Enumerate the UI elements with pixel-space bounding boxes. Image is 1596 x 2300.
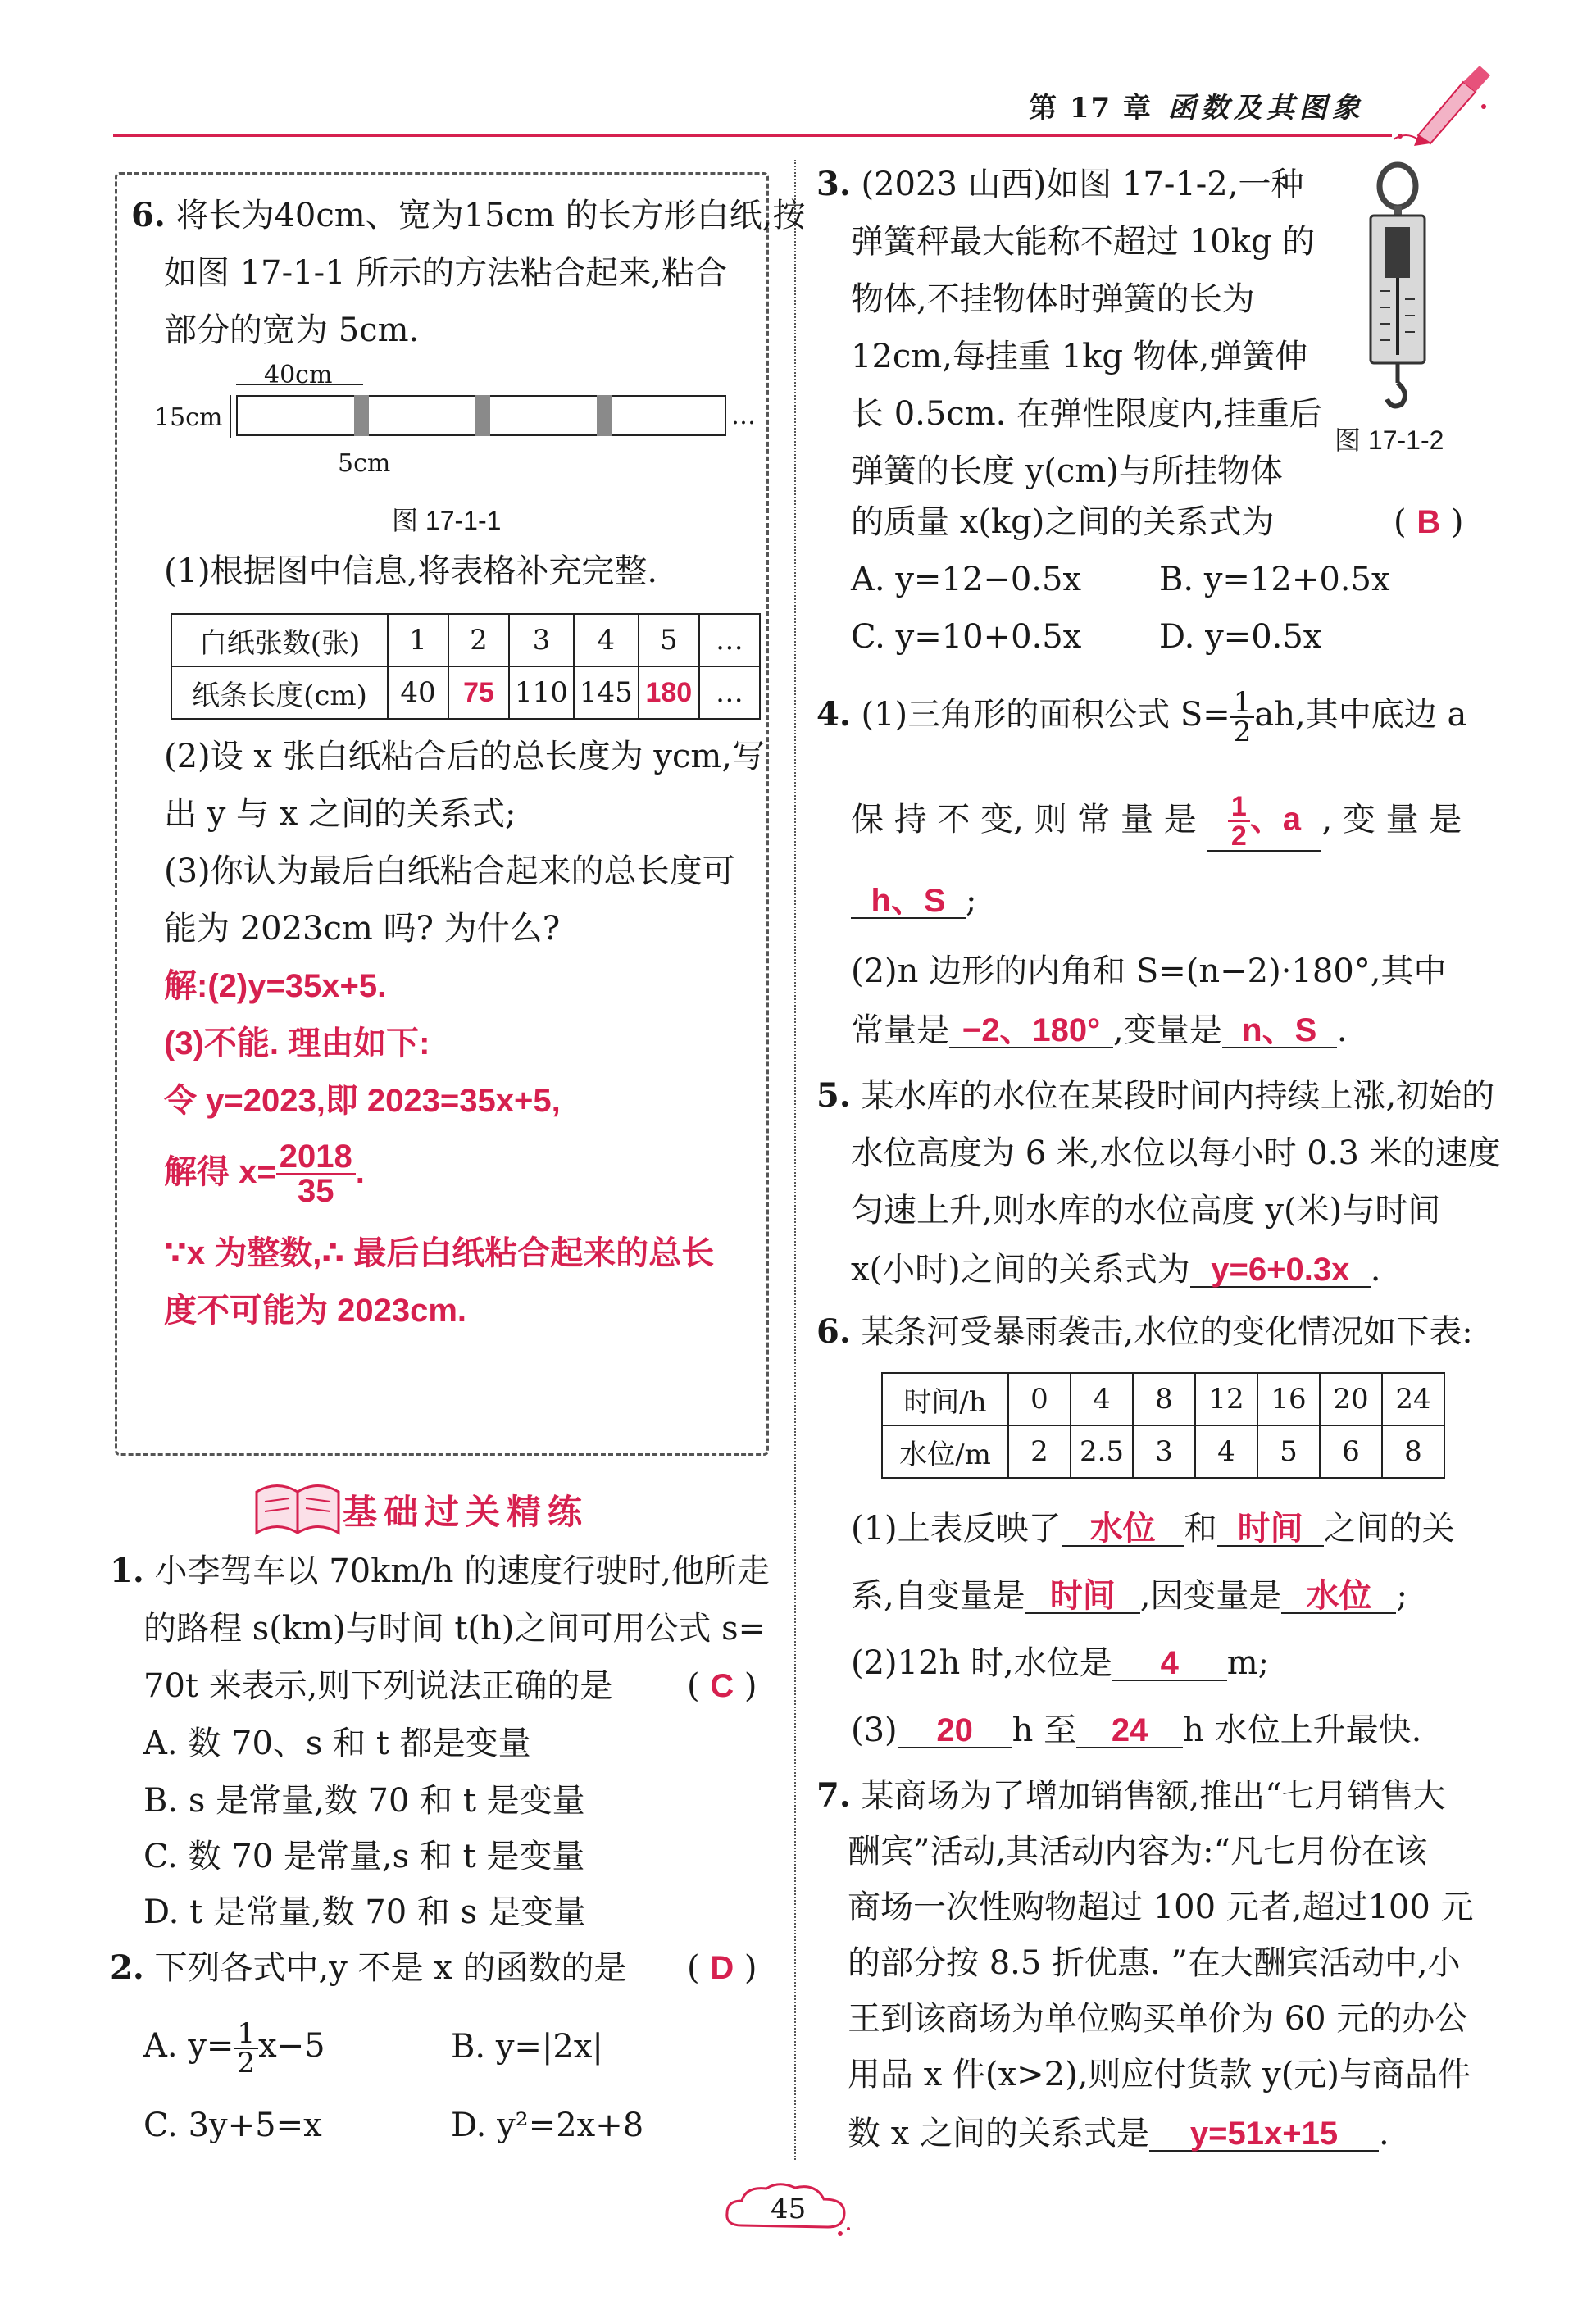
answer-blank: y=6+0.3x	[1190, 1253, 1371, 1288]
answer-blank: 4	[1112, 1647, 1227, 1681]
option-d: D. t 是常量,数 70 和 s 是变量	[143, 1893, 586, 1931]
fraction	[234, 2017, 258, 2080]
right-q6-sub2	[851, 1567, 1407, 1625]
answer-line-fraction	[164, 1131, 365, 1213]
option-text: A. y=	[143, 2027, 234, 2065]
question-text: .	[1379, 2115, 1389, 2152]
left-q2-line1	[110, 1939, 627, 1997]
table-cell: 4	[1195, 1425, 1257, 1478]
table-row	[882, 1425, 1444, 1478]
figure-caption: 图 17-1-1	[392, 506, 502, 535]
table-cell: 2	[1008, 1425, 1071, 1478]
right-q4-line3	[851, 872, 976, 930]
right-q7-line7	[848, 2105, 1389, 2162]
table-cell-answer: 180	[639, 666, 699, 719]
question-text: m;	[1226, 1644, 1270, 1682]
question-text: 保 持 不 变, 则 常 量 是	[851, 801, 1197, 839]
question-text: ,因变量是	[1139, 1577, 1282, 1615]
option-b: B. y=|2x|	[451, 2028, 603, 2066]
table-cell: 0	[1008, 1373, 1071, 1425]
right-q6-sub1	[851, 1500, 1455, 1557]
right-q4-line5	[851, 1002, 1347, 1059]
table-cell-answer: 75	[448, 666, 509, 719]
answer-blank: h、S	[851, 884, 966, 919]
table-cell: …	[699, 614, 760, 666]
question-text: (3)	[851, 1711, 898, 1749]
question-text: 之间的关	[1323, 1510, 1455, 1548]
right-q7-line3: 商场一次性购物超过 100 元者,超过100 元	[848, 1889, 1474, 1926]
fig-label-40cm: 40cm	[264, 361, 333, 389]
header-title: 函数及其图象	[1168, 92, 1365, 125]
section-title: 基础过关精练	[343, 1492, 589, 1532]
header-chapter: 第 17 章	[1029, 92, 1153, 125]
denominator: 2	[1230, 820, 1247, 852]
question-number: 3.	[816, 165, 851, 203]
right-q3-line4: 12cm,每挂重 1kg 物体,弹簧伸	[851, 338, 1308, 375]
right-q7-line2: 酬宾”活动,其活动内容为:“凡七月份在该	[848, 1833, 1428, 1870]
table-cell: 4	[574, 614, 639, 666]
option-b: B. s 是常量,数 70 和 t 是变量	[143, 1782, 585, 1820]
answer-line: 度不可能为 2023cm.	[164, 1293, 467, 1329]
left-q1-answer: ( C )	[687, 1667, 757, 1705]
header-line	[113, 134, 1392, 137]
answer-line: (3)不能. 理由如下:	[164, 1025, 430, 1061]
left-q1-line3: 70t 来表示,则下列说法正确的是	[143, 1667, 613, 1705]
option-a	[143, 2005, 325, 2087]
table-cell: 时间/h	[882, 1373, 1008, 1425]
question-text: ,变量是	[1113, 1011, 1222, 1049]
right-q3-line2: 弹簧秤最大能称不超过 10kg 的	[851, 223, 1316, 261]
table-cell: …	[699, 666, 760, 719]
question-text: (2023 山西)如图 17-1-2,一种	[861, 166, 1304, 203]
question-number: 5.	[816, 1076, 851, 1115]
table-cell: 5	[639, 614, 699, 666]
question-text: 常量是	[851, 1011, 949, 1049]
option-c: C. y=10+0.5x	[851, 618, 1082, 656]
answer-blank: n、S	[1222, 1014, 1337, 1048]
denominator: 35	[297, 1173, 334, 1210]
question-number: 6.	[816, 1312, 851, 1351]
answer-line: 解:(2)y=35x+5.	[164, 968, 387, 1004]
fig-label-15cm: 15cm	[154, 403, 223, 432]
answer-choice: C	[710, 1668, 734, 1704]
question-text: (2)12h 时,水位是	[851, 1644, 1112, 1682]
left-q6-sub3a: (3)你认为最后白纸粘合起来的总长度可	[164, 852, 735, 890]
fig-dimension-arrow-15	[230, 395, 231, 438]
option-a: A. 数 70、s 和 t 都是变量	[143, 1725, 531, 1762]
left-q6-sub2a: (2)设 x 张白纸粘合后的总长度为 ycm,写	[164, 738, 766, 775]
question-text: 数 x 之间的关系式是	[848, 2115, 1149, 2152]
answer-choice: D	[710, 1950, 734, 1986]
fraction	[276, 1139, 356, 1210]
question-number: 2.	[110, 1948, 144, 1987]
header	[0, 0, 1596, 148]
option-b: B. y=12+0.5x	[1159, 561, 1390, 598]
answer-blank: 时间	[1217, 1512, 1324, 1547]
right-q3-line5: 长 0.5cm. 在弹性限度内,挂重后	[851, 395, 1322, 433]
answer-blank: 水位	[1062, 1512, 1184, 1547]
question-text: ;	[1396, 1577, 1407, 1615]
table-cell: 水位/m	[882, 1425, 1008, 1478]
table-cell: 8	[1382, 1425, 1444, 1478]
figure-17-1-1	[148, 361, 771, 508]
answer-line: ∵x 为整数,∴ 最后白纸粘合起来的总长	[164, 1235, 715, 1271]
question-text: , 变 量 是	[1321, 801, 1462, 839]
fig-dots: …	[731, 402, 756, 430]
question-text: (1)上表反映了	[851, 1510, 1062, 1548]
water-level-table	[881, 1372, 1445, 1479]
option-text: x−5	[258, 2027, 325, 2065]
question-text: 某条河受暴雨袭击,水位的变化情况如下表:	[861, 1313, 1473, 1351]
answer-blank: 20	[898, 1714, 1012, 1748]
fraction	[1228, 793, 1250, 850]
right-q5-line1	[816, 1067, 1494, 1125]
table-cell: 2.5	[1071, 1425, 1133, 1478]
right-q5-line3: 匀速上升,则水库的水位高度 y(米)与时间	[851, 1192, 1441, 1230]
question-text: 某水库的水位在某段时间内持续上涨,初始的	[861, 1077, 1495, 1115]
option-d: D. y²=2x+8	[451, 2107, 644, 2144]
glue-overlap-1	[354, 395, 369, 436]
book-icon	[252, 1475, 343, 1541]
table-cell: 8	[1133, 1373, 1195, 1425]
right-q7-line6: 用品 x 件(x>2),则应付货款 y(元)与商品件	[848, 2056, 1471, 2093]
answer-text: 、a	[1249, 802, 1302, 838]
table-cell: 145	[574, 666, 639, 719]
question-text: h 水位上升最快.	[1183, 1711, 1422, 1749]
question-text: (1)三角形的面积公式 S=	[861, 696, 1230, 734]
question-text: 将长为40cm、宽为15cm 的长方形白纸,按	[175, 197, 806, 234]
left-q6-line2: 如图 17-1-1 所示的方法粘合起来,粘合	[164, 254, 727, 292]
right-q6-line1	[816, 1303, 1473, 1361]
question-text: ;	[966, 882, 977, 920]
question-text: .	[1336, 1011, 1348, 1049]
question-text: 系,自变量是	[851, 1577, 1025, 1615]
glue-overlap-2	[475, 395, 490, 436]
answer-text: 解得 x=	[164, 1154, 276, 1190]
table-cell: 40	[388, 666, 448, 719]
glue-overlap-3	[597, 395, 612, 436]
table-cell: 3	[509, 614, 574, 666]
table-cell: 4	[1071, 1373, 1133, 1425]
table-cell: 2	[448, 614, 509, 666]
table-cell: 6	[1320, 1425, 1382, 1478]
answer-blank: 24	[1076, 1714, 1183, 1748]
question-text: ah,其中底边 a	[1254, 696, 1467, 734]
left-q6-line3: 部分的宽为 5cm.	[164, 311, 420, 349]
table-cell: 纸条长度(cm)	[171, 666, 388, 719]
table-cell: 24	[1382, 1373, 1444, 1425]
right-q6-sub4	[851, 1702, 1421, 1759]
column-divider	[794, 160, 796, 2160]
page-number: 45	[771, 2193, 807, 2225]
option-c: C. 3y+5=x	[143, 2107, 322, 2144]
question-text: x(小时)之间的关系式为	[851, 1251, 1190, 1289]
table-cell: 3	[1133, 1425, 1195, 1478]
spring-scale-image	[1353, 160, 1443, 414]
question-text: 和	[1184, 1510, 1217, 1548]
table-row	[171, 614, 760, 666]
left-q2-answer: ( D )	[687, 1949, 757, 1987]
left-q6-line1	[131, 187, 805, 244]
right-q3-line7: 的质量 x(kg)之间的关系式为	[851, 503, 1275, 541]
numerator: 1	[1228, 793, 1250, 822]
right-q4-line2	[851, 779, 1462, 861]
table-cell: 5	[1257, 1425, 1320, 1478]
table-cell: 白纸张数(张)	[171, 614, 388, 666]
right-q3-answer: ( B )	[1394, 503, 1464, 541]
right-q7-line5: 王到该商场为单位购买单价为 60 元的办公	[848, 2000, 1468, 2038]
table-cell: 20	[1320, 1373, 1382, 1425]
option-a: A. y=12−0.5x	[851, 561, 1082, 598]
question-text: 某商场为了增加销售额,推出“七月销售大	[861, 1777, 1446, 1815]
left-q6-sub2b: 出 y 与 x 之间的关系式;	[164, 795, 516, 833]
option-d: D. y=0.5x	[1159, 618, 1322, 656]
numerator: 1	[234, 2020, 258, 2049]
answer-blank	[1207, 793, 1321, 852]
table-cell: 110	[509, 666, 574, 719]
answer-text: .	[355, 1154, 365, 1190]
option-c: C. 数 70 是常量,s 和 t 是变量	[143, 1838, 585, 1875]
right-q3-line3: 物体,不挂物体时弹簧的长为	[851, 280, 1255, 318]
fig-label-5cm: 5cm	[338, 449, 391, 478]
left-q1-line1	[110, 1543, 770, 1600]
right-q7-line1	[816, 1767, 1446, 1825]
question-number: 6.	[131, 196, 166, 234]
question-number: 1.	[110, 1552, 144, 1590]
left-q6-sub3b: 能为 2023cm 吗? 为什么?	[164, 910, 561, 948]
answer-blank: −2、180°	[949, 1014, 1113, 1048]
denominator: 2	[237, 2047, 256, 2080]
question-number: 4.	[816, 695, 851, 734]
right-q5-line2: 水位高度为 6 米,水位以每小时 0.3 米的速度	[851, 1134, 1501, 1172]
numerator: 1	[1230, 689, 1255, 718]
numerator: 2018	[276, 1140, 356, 1175]
answer-blank: 时间	[1025, 1580, 1140, 1614]
pen-decoration-icon	[1385, 57, 1500, 148]
right-q3-line1	[816, 156, 1303, 213]
right-q4-line4: (2)n 边形的内角和 S=(n−2)·180°,其中	[851, 952, 1447, 990]
answer-blank: 水位	[1281, 1580, 1396, 1614]
table-cell: 1	[388, 614, 448, 666]
question-text: .	[1370, 1251, 1381, 1289]
table-row	[882, 1373, 1444, 1425]
table-row	[171, 666, 760, 719]
question-text: 下列各式中,y 不是 x 的函数的是	[154, 1949, 627, 1987]
right-q4-line1	[816, 674, 1466, 756]
left-q6-sub1: (1)根据图中信息,将表格补充完整.	[164, 552, 658, 590]
left-q1-line2: 的路程 s(km)与时间 t(h)之间可用公式 s=	[143, 1610, 766, 1648]
answer-choice: B	[1416, 504, 1441, 540]
right-q3-line6: 弹簧的长度 y(cm)与所挂物体	[851, 452, 1283, 490]
table-cell: 16	[1257, 1373, 1320, 1425]
fraction	[1230, 686, 1255, 748]
right-q6-sub3	[851, 1634, 1269, 1692]
q6-data-table	[171, 613, 761, 720]
right-q5-line4	[851, 1241, 1381, 1298]
question-text: h 至	[1012, 1711, 1077, 1749]
question-text: 小李驾车以 70km/h 的速度行驶时,他所走	[154, 1552, 770, 1590]
fig-dimension-arrow-40	[236, 384, 363, 385]
question-number: 7.	[816, 1776, 851, 1815]
figure-caption: 图 17-1-2	[1335, 425, 1444, 455]
denominator: 2	[1233, 716, 1252, 748]
right-q7-line4: 的部分按 8.5 折优惠. ”在大酬宾活动中,小	[848, 1944, 1461, 1982]
answer-blank: y=51x+15	[1149, 2117, 1379, 2152]
table-cell: 12	[1195, 1373, 1257, 1425]
answer-line: 令 y=2023,即 2023=35x+5,	[164, 1083, 561, 1119]
